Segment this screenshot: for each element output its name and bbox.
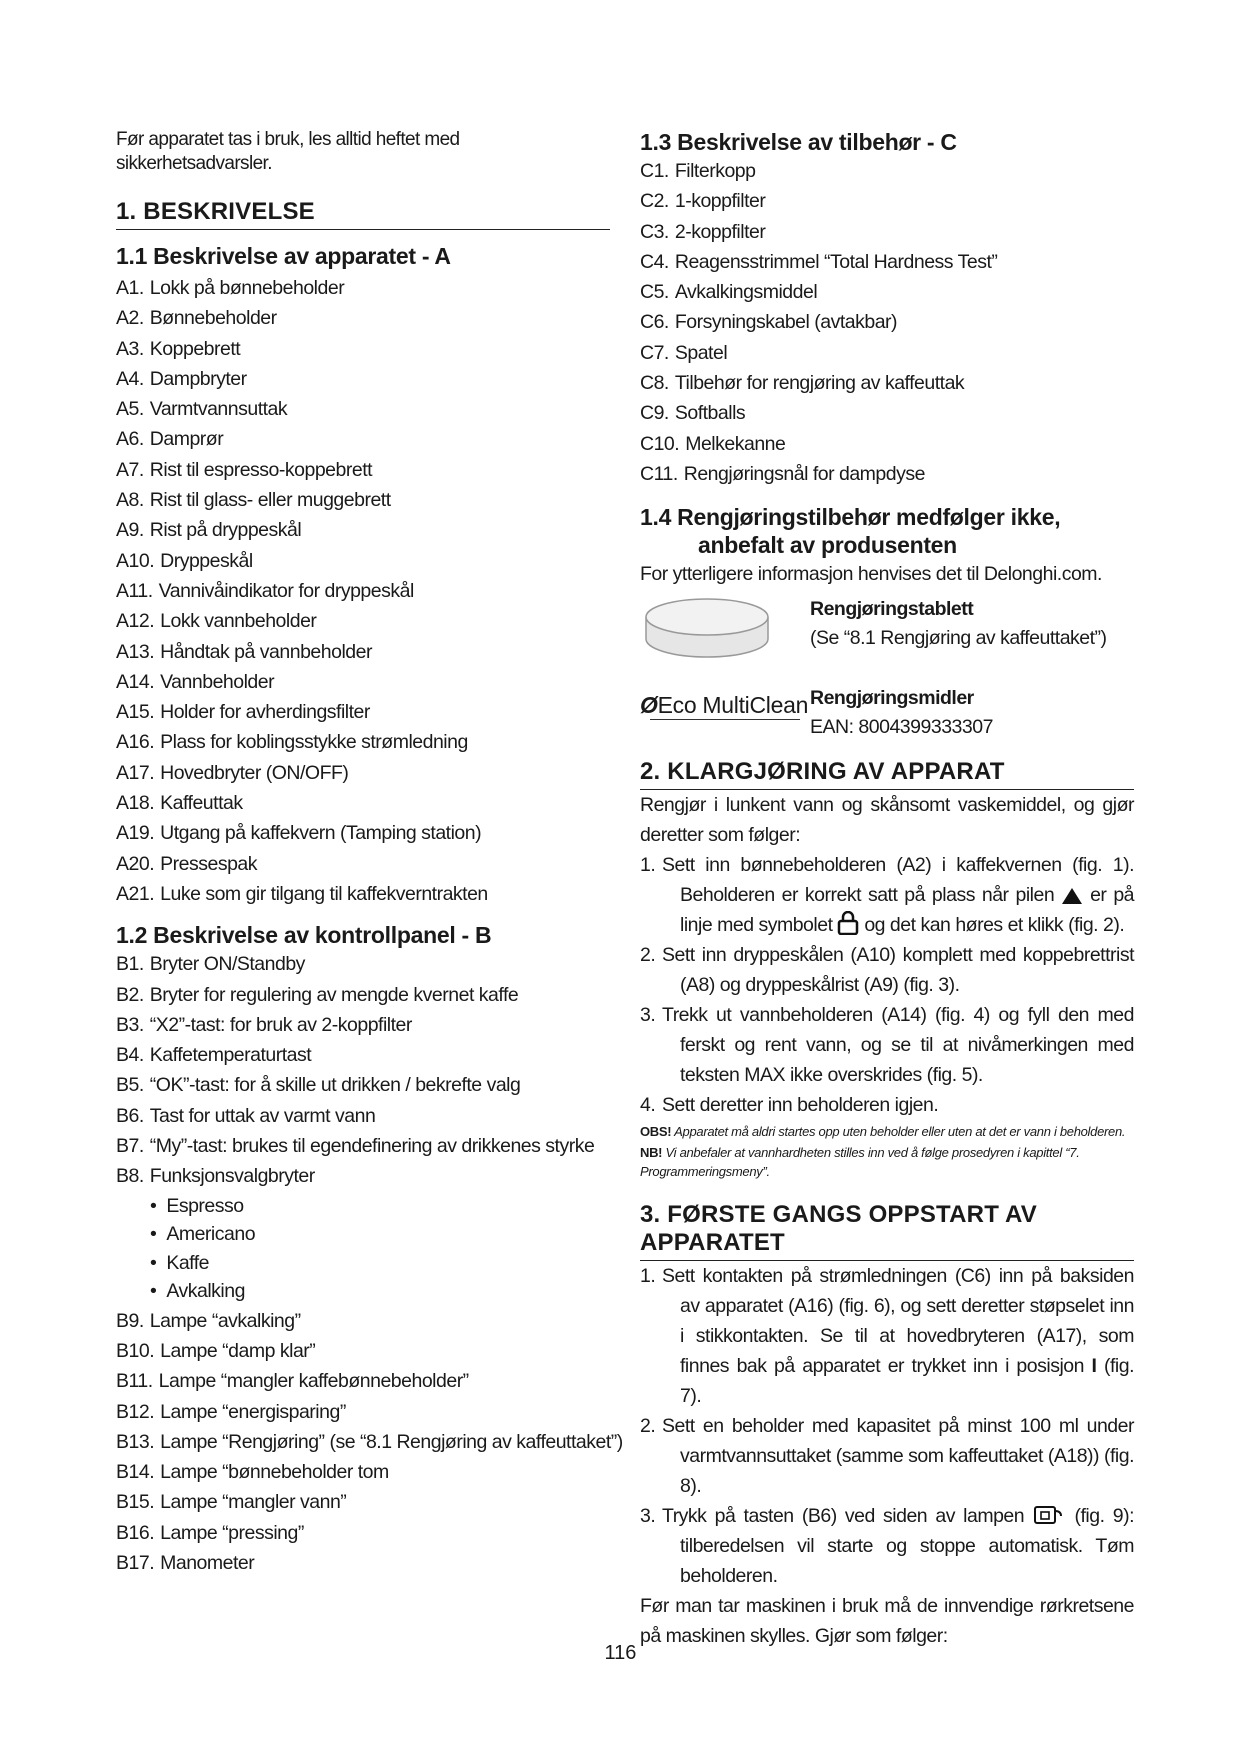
list-item: A15. Holder for avherdingsfilter	[116, 701, 370, 724]
list-item: B4. Kaffetemperaturtast	[116, 1044, 312, 1067]
subsection-1-4-title-line2: anbefalt av produsenten	[698, 532, 957, 559]
subsection-1-1-title: 1.1 Beskrivelse av apparatet - A	[116, 243, 451, 269]
list-item: A8. Rist til glass- eller muggebrett	[116, 489, 391, 512]
list-item: C9. Softballs	[640, 402, 746, 425]
control-panel-list	[116, 949, 610, 1191]
list-item: A13. Håndtak på vannbeholder	[116, 640, 372, 663]
control-panel-list-continued	[116, 1306, 623, 1579]
left-column	[116, 128, 623, 1578]
list-item: A18. Kaffeuttak	[116, 792, 243, 815]
cleaning-tablet-title: Rengjøringstablett	[810, 598, 974, 621]
list-item: A21. Luke som gir tilgang til kaffekverntrakten	[116, 882, 488, 905]
leaf-icon: Ø	[640, 692, 658, 719]
list-item: C5. Avkalkingsmiddel	[640, 281, 818, 304]
list-item: B8. Funksjonsvalgbryter	[116, 1165, 315, 1188]
list-item: B15. Lampe “mangler vann”	[116, 1491, 347, 1514]
startup-step-2: 2. Sett en beholder med kapasitet på minst 100 ml under varmtvannsuttaket (samme som kaffeuttaket (A18)) (fig. 8).	[640, 1415, 1134, 1498]
list-item: A10. Dryppeskål	[116, 549, 253, 572]
list-item: B14. Lampe “bønnebeholder tom	[116, 1461, 389, 1484]
list-item: B1. Bryter ON/Standby	[116, 953, 305, 976]
list-item: A9. Rist på dryppeskål	[116, 519, 302, 542]
list-item: A1. Lokk på bønnebeholder	[116, 277, 345, 299]
bullet-item: • Espresso	[150, 1192, 610, 1221]
section-2-intro: Rengjør i lunkent vann og skånsomt vaskemiddel, og gjør deretter som følger:	[640, 794, 1134, 847]
list-item: C7. Spatel	[640, 341, 728, 364]
cleaning-tablet-item	[640, 595, 1134, 670]
list-item: A4. Dampbryter	[116, 367, 247, 390]
list-item: B13. Lampe “Rengjøring” (se “8.1 Rengjøring av kaffeuttaket”)	[116, 1430, 623, 1453]
list-item: A16. Plass for koblingsstykke strømledning	[116, 731, 468, 754]
list-item: B6. Tast for uttak av varmt vann	[116, 1104, 376, 1127]
prep-step-1: 1. Sett inn bønnebeholderen (A2) i kaffekvernen (fig. 1). Beholderen er korrekt satt på plass når pilen er på linje med symbolet og det kan høres et klikk (fig. 2).	[640, 854, 1135, 937]
accessories-list	[640, 156, 1134, 489]
list-item: C2. 1-koppfilter	[640, 190, 766, 213]
list-item: C1. Filterkopp	[640, 160, 756, 182]
subsection-1-4-title-line1: 1.4 Rengjøringstilbehør medfølger ikke,	[640, 504, 1061, 531]
arrow-up-icon	[1061, 887, 1083, 905]
list-item: B2. Bryter for regulering av mengde kvernet kaffe	[116, 983, 519, 1006]
prep-step-3: 3. Trekk ut vannbeholderen (A14) (fig. 4) og fyll den med ferskt og rent vann, og se til at nivåmerkingen med teksten MAX ikke overskrides (fig. 5).	[640, 1004, 1134, 1087]
list-item: B3. “X2”-tast: for bruk av 2-koppfilter	[116, 1013, 412, 1036]
startup-step-1: 1. Sett kontakten på strømledningen (C6) inn på baksiden av apparatet (A16) (fig. 6), og sett deretter støpselet inn i stikkontakten. Se til at hovedbryteren (A17), som finnes bak på apparatet er trykket inn i posisjon I (fig. 7).	[640, 1265, 1135, 1408]
section-1-title: 1. BESKRIVELSE	[116, 198, 610, 230]
prep-step-2: 2. Sett inn dryppeskålen (A10) komplett med koppebrettrist (A8) og dryppeskålrist (A9) (fig. 3).	[640, 944, 1134, 997]
list-item: B16. Lampe “pressing”	[116, 1521, 304, 1544]
obs-note: OBS! Apparatet må aldri startes opp uten beholder eller uten at det er vann i beholderen.	[640, 1124, 1126, 1140]
list-item: A14. Vannbeholder	[116, 670, 275, 693]
right-column	[640, 128, 1134, 1651]
preparation-steps	[640, 850, 1134, 1120]
list-item: A11. Vannivåindikator for dryppeskål	[116, 579, 414, 602]
tablet-icon	[640, 595, 775, 665]
list-item: C6. Forsyningskabel (avtakbar)	[640, 311, 898, 334]
bullet-item: • Avkalking	[150, 1277, 610, 1306]
appliance-parts-list	[116, 273, 610, 909]
section-3-title: 3. FØRSTE GANGS OPPSTART AV APPARATET	[640, 1201, 1134, 1261]
list-item: B7. “My”-tast: brukes til egendefinering av drikkenes styrke	[116, 1135, 595, 1158]
list-item: A20. Pressespak	[116, 852, 258, 875]
section-2-title: 2. KLARGJØRING AV APPARAT	[640, 758, 1134, 790]
safety-intro: Før apparatet tas i bruk, les alltid heftet med sikkerhetsadvarsler.	[116, 129, 460, 174]
detergent-item	[640, 684, 1134, 742]
list-item: C11. Rengjøringsnål for dampdyse	[640, 462, 925, 485]
list-item: B9. Lampe “avkalking”	[116, 1309, 301, 1332]
list-item: A2. Bønnebeholder	[116, 307, 277, 330]
subsection-1-3-title: 1.3 Beskrivelse av tilbehør - C	[640, 129, 957, 155]
list-item: C3. 2-koppfilter	[640, 220, 766, 243]
list-item: C10. Melkekanne	[640, 432, 786, 455]
bullet-item: • Kaffe	[150, 1249, 610, 1278]
page-number: 116	[604, 1642, 637, 1664]
list-item: B12. Lampe “energisparing”	[116, 1400, 346, 1423]
cleaning-tablet-image	[640, 595, 810, 670]
function-selector-options	[116, 1192, 610, 1306]
bullet-item: • Americano	[150, 1220, 610, 1249]
detergent-ean: EAN: 8004399333307	[810, 716, 993, 739]
hot-water-lamp-icon	[1032, 1504, 1066, 1526]
startup-step-3: 3. Trykk på tasten (B6) ved siden av lampen (fig. 9): tilberedelsen vil starte og stoppe automatisk. Tøm beholderen.	[640, 1505, 1134, 1588]
nb-note: NB! Vi anbefaler at vannhardheten stilles inn ved å følge prosedyren i kapittel “7. Programmeringsmeny”.	[640, 1145, 1080, 1180]
list-item: B11. Lampe “mangler kaffebønnebeholder”	[116, 1370, 469, 1393]
list-item: A6. Damprør	[116, 428, 224, 451]
list-item: B10. Lampe “damp klar”	[116, 1339, 316, 1362]
logo-text: Eco MultiClean	[657, 692, 809, 719]
cleaning-tablet-reference: (Se “8.1 Rengjøring av kaffeuttaket”)	[810, 627, 1107, 650]
section-3-outro: Før man tar maskinen i bruk må de innvendige rørkretsene på maskinen skylles. Gjør som følger:	[640, 1595, 1134, 1648]
lock-icon	[837, 911, 859, 935]
list-item: C8. Tilbehør for rengjøring av kaffeuttak	[640, 372, 965, 395]
eco-multiclean-logo	[640, 684, 810, 720]
list-item: A12. Lokk vannbeholder	[116, 610, 317, 633]
list-item: A19. Utgang på kaffekvern (Tamping station)	[116, 822, 482, 845]
first-startup-steps	[640, 1261, 1134, 1591]
list-item: B17. Manometer	[116, 1551, 255, 1574]
list-item: A5. Varmtvannsuttak	[116, 398, 288, 421]
list-item: A17. Hovedbryter (ON/OFF)	[116, 761, 349, 784]
list-item: B5. “OK”-tast: for å skille ut drikken / bekrefte valg	[116, 1074, 521, 1097]
detergent-title: Rengjøringsmidler	[810, 687, 974, 710]
subsection-1-2-title: 1.2 Beskrivelse av kontrollpanel - B	[116, 922, 492, 949]
subsection-1-4-title	[640, 503, 1134, 559]
prep-step-4: 4. Sett deretter inn beholderen igjen.	[640, 1094, 939, 1117]
more-info-text: For ytterligere informasjon henvises det til Delonghi.com.	[640, 563, 1102, 586]
list-item: A3. Koppebrett	[116, 337, 241, 360]
list-item: C4. Reagensstrimmel “Total Hardness Test”	[640, 250, 998, 273]
list-item: A7. Rist til espresso-koppebrett	[116, 458, 373, 481]
